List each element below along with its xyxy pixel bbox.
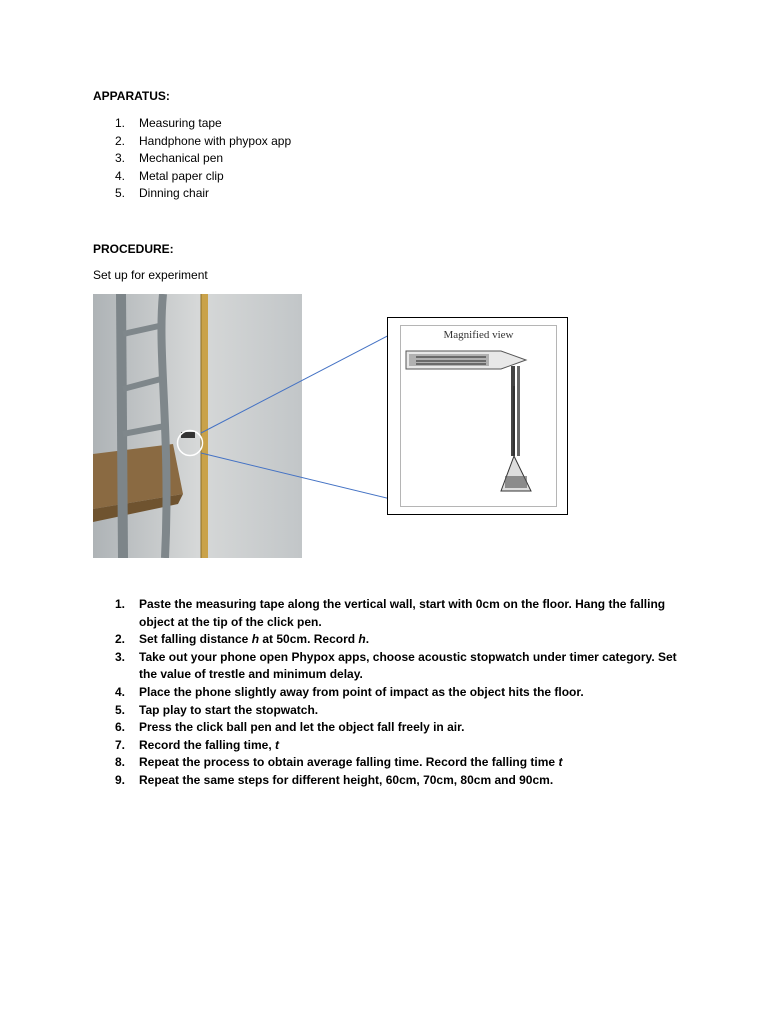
procedure-step — [93, 684, 693, 702]
step-text: Take out your phone open Phypox apps, choose acoustic stopwatch under timer category. Set the value of trestle and minimum delay. — [139, 649, 677, 682]
list-number: 1. — [115, 116, 126, 130]
apparatus-list — [93, 115, 291, 203]
procedure-step — [93, 631, 693, 649]
list-text: Metal paper clip — [139, 168, 224, 183]
step-text: Place the phone slightly away from point of impact as the object hits the floor. — [139, 684, 584, 699]
magnified-view-panel — [400, 325, 557, 507]
list-text: Measuring tape — [139, 116, 222, 130]
procedure-step — [93, 649, 693, 684]
procedure-step — [93, 719, 693, 737]
step-text — [139, 631, 693, 649]
procedure-step — [93, 772, 693, 790]
list-number: 3. — [115, 151, 126, 166]
pen-and-clip-drawing — [401, 326, 556, 506]
setup-photo — [93, 294, 302, 558]
step-text-part: at 50cm. Record — [259, 632, 359, 647]
magnified-view-figure — [387, 317, 568, 515]
step-text-part: Repeat the process to obtain average falling time. Record the falling time — [139, 755, 559, 770]
list-number: 4. — [115, 168, 126, 183]
step-number: 5. — [115, 702, 126, 717]
list-number: 5. — [115, 186, 126, 201]
list-text: Dinning chair — [139, 186, 210, 201]
step-number: 9. — [115, 772, 126, 787]
apparatus-heading: APPARATUS: — [93, 89, 170, 103]
step-text-part: Record the falling time, — [139, 737, 276, 752]
step-number: 2. — [115, 632, 126, 647]
variable-t: t — [558, 755, 563, 770]
list-item — [93, 115, 291, 133]
step-number: 1. — [115, 597, 126, 611]
step-number: 8. — [115, 755, 126, 770]
variable-h: h — [358, 632, 366, 647]
magnified-view-label: Magnified view — [443, 329, 514, 341]
procedure-step — [93, 702, 693, 720]
step-text: Repeat the same steps for different height, 60cm, 70cm, 80cm and 90cm. — [139, 772, 554, 787]
step-number: 7. — [115, 737, 126, 752]
procedure-steps-list — [93, 596, 693, 790]
step-number: 3. — [115, 649, 126, 664]
step-number: 4. — [115, 684, 126, 699]
step-text — [139, 754, 693, 772]
list-item — [93, 133, 291, 151]
procedure-heading: PROCEDURE: — [93, 242, 174, 256]
step-number: 6. — [115, 720, 126, 735]
list-item — [93, 150, 291, 168]
list-item — [93, 185, 291, 203]
step-text — [139, 737, 693, 755]
variable-t: t — [275, 737, 280, 752]
variable-h: h — [251, 632, 260, 647]
list-text: Handphone with phypox app — [139, 133, 292, 148]
step-text: Tap play to start the stopwatch. — [139, 702, 319, 717]
list-number: 2. — [115, 133, 126, 148]
step-text-part: Set falling distance — [139, 632, 252, 647]
setup-label: Set up for experiment — [93, 268, 208, 282]
list-item — [93, 168, 291, 186]
list-text: Mechanical pen — [139, 151, 224, 166]
step-text: Paste the measuring tape along the vertical wall, start with 0cm on the floor. Hang the falling object at the tip of the click pen. — [139, 597, 666, 629]
step-text-part: . — [365, 632, 370, 647]
procedure-step — [93, 737, 693, 755]
procedure-step — [93, 754, 693, 772]
procedure-step — [93, 596, 693, 631]
step-text: Press the click ball pen and let the object fall freely in air. — [139, 720, 465, 735]
